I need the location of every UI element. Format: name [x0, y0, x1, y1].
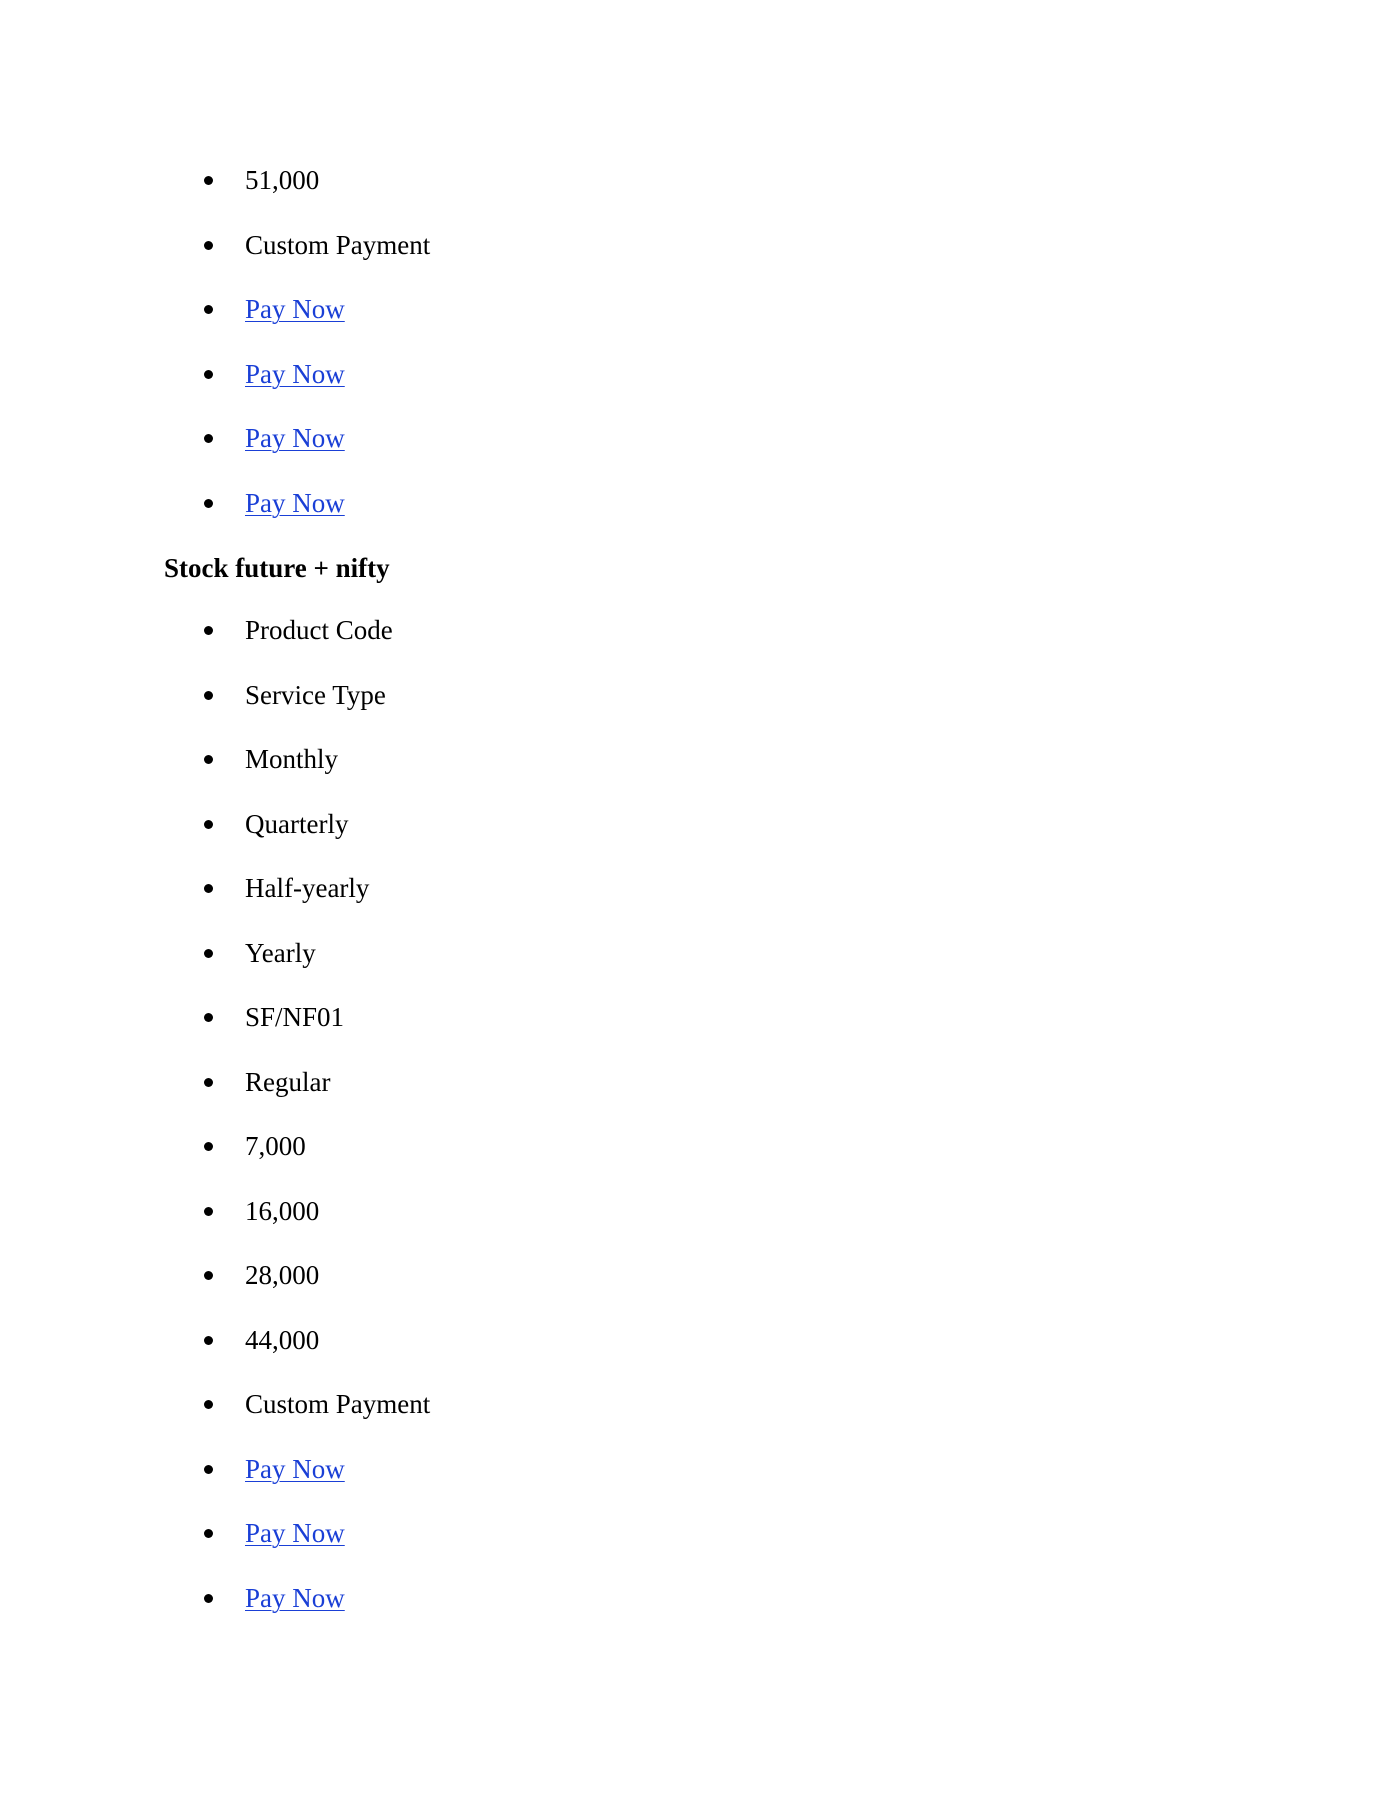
section-heading: Stock future + nifty: [164, 553, 390, 583]
pay-now-link[interactable]: Pay Now: [245, 423, 345, 453]
list-item-text: 7,000: [245, 1131, 306, 1161]
list-item: [0, 921, 430, 986]
bullet-icon: [204, 241, 213, 250]
list-item: [0, 1501, 430, 1566]
list-item-text: Custom Payment: [245, 229, 431, 260]
bullet-icon: [204, 755, 213, 764]
pay-now-link[interactable]: Pay Now: [245, 1518, 345, 1548]
bullet-icon: [204, 1207, 213, 1216]
list-item-text: 16,000: [245, 1195, 320, 1226]
list-item: [0, 1372, 430, 1437]
pay-now-link[interactable]: Pay Now: [245, 1582, 345, 1613]
list-item: [0, 598, 430, 663]
pricing-list-previous: [0, 148, 430, 535]
list-item-text: 28,000: [245, 1260, 320, 1290]
list-item-text: Yearly: [245, 937, 316, 968]
list-item: [0, 985, 430, 1050]
list-item-text: Regular: [245, 1066, 331, 1097]
list-item-text: Quarterly: [245, 808, 349, 839]
bullet-icon: [204, 176, 213, 185]
bullet-icon: [204, 1529, 213, 1538]
bullet-icon: [204, 1271, 213, 1280]
list-item: [0, 1179, 430, 1244]
pricing-list-stock-future-nifty: [0, 598, 430, 1630]
list-item-text: Product Code: [245, 615, 393, 645]
list-item: [0, 148, 430, 213]
bullet-icon: [204, 305, 213, 314]
list-item-text: Service Type: [245, 679, 386, 710]
list-item-text: Custom Payment: [245, 1389, 431, 1419]
list-item: [0, 277, 430, 342]
list-item: [0, 1566, 430, 1631]
list-item: [0, 663, 430, 728]
list-item: [0, 792, 430, 857]
list-item: [0, 1437, 430, 1502]
list-item: [0, 213, 430, 278]
pay-now-link[interactable]: Pay Now: [245, 358, 345, 389]
bullet-icon: [204, 884, 213, 893]
bullet-icon: [204, 1336, 213, 1345]
bullet-icon: [204, 1400, 213, 1409]
list-item: [0, 406, 430, 471]
bullet-icon: [204, 370, 213, 379]
list-item: [0, 1050, 430, 1115]
pay-now-link[interactable]: Pay Now: [245, 1453, 345, 1484]
list-item-text: SF/NF01: [245, 1002, 345, 1032]
bullet-icon: [204, 434, 213, 443]
list-item: [0, 1243, 430, 1308]
bullet-icon: [204, 1013, 213, 1022]
list-item-text: 44,000: [245, 1324, 320, 1355]
list-item: [0, 1114, 430, 1179]
bullet-icon: [204, 820, 213, 829]
pay-now-link[interactable]: Pay Now: [245, 487, 345, 518]
bullet-icon: [204, 691, 213, 700]
list-item-text: Monthly: [245, 744, 339, 774]
bullet-icon: [204, 1465, 213, 1474]
bullet-icon: [204, 1594, 213, 1603]
bullet-icon: [204, 499, 213, 508]
list-item: [0, 856, 430, 921]
list-item-text: Half-yearly: [245, 873, 370, 903]
bullet-icon: [204, 949, 213, 958]
list-item: [0, 1308, 430, 1373]
bullet-icon: [204, 1078, 213, 1087]
bullet-icon: [204, 1142, 213, 1151]
pay-now-link[interactable]: Pay Now: [245, 294, 345, 324]
list-item: [0, 471, 430, 536]
list-item: [0, 727, 430, 792]
list-item-text: 51,000: [245, 165, 320, 195]
list-item: [0, 342, 430, 407]
bullet-icon: [204, 626, 213, 635]
